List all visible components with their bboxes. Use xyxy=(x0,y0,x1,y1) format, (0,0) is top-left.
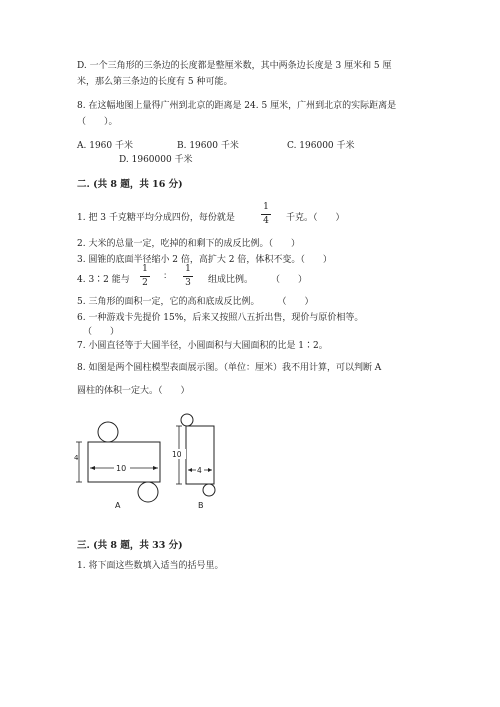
fraction-bar xyxy=(140,276,150,277)
s2-q4-tail: 组成比例。 （ ） xyxy=(208,275,308,285)
option-c: C. 196000 千米 xyxy=(287,141,355,151)
s2-q4-fraction-2 xyxy=(183,264,193,289)
cylinder-a-height-label: 4 xyxy=(74,454,79,462)
s2-q1-text: 1. 把 3 千克糖平均分成四份，每份就是 xyxy=(77,213,235,223)
s2-q1-fraction xyxy=(261,202,271,227)
option-d: D. 1960000 千米 xyxy=(119,155,193,165)
s2-q7: 7. 小圆直径等于大圆半径，小圆面积与大圆面积的比是 1∶2。 xyxy=(77,341,328,351)
cylinder-net-figure xyxy=(70,408,230,514)
fraction-bar xyxy=(261,214,271,215)
s2-q4-fraction-1 xyxy=(140,264,150,289)
fraction-denominator: 3 xyxy=(185,278,191,288)
cylinder-b-lateral-rect xyxy=(186,426,214,484)
cylinder-b-label: B xyxy=(198,501,204,510)
cylinder-b-bottom-circle xyxy=(203,484,215,496)
fraction-numerator: 1 xyxy=(185,264,191,274)
cylinder-b-height-label: 10 xyxy=(172,450,182,459)
question-8-line2: （ ）。 xyxy=(77,117,118,127)
question-d-line1: D. 一个三角形的三条边的长度都是整厘米数，其中两条边长度是 3 厘米和 5 厘 xyxy=(77,61,392,71)
s3-q1: 1. 将下面这些数填入适当的括号里。 xyxy=(77,561,224,571)
s2-q3: 3. 圆锥的底面半径缩小 2 倍，高扩大 2 倍，体积不变。（ ） xyxy=(77,255,332,265)
s2-q1-tail: 千克。（ ） xyxy=(286,213,345,223)
cylinder-b-top-circle xyxy=(181,414,193,426)
question-d-line2: 米，那么第三条边的长度有 5 种可能。 xyxy=(77,77,233,87)
cylinder-b-net xyxy=(172,414,215,510)
fraction-denominator: 4 xyxy=(263,216,269,226)
cylinder-a-bottom-circle xyxy=(138,482,158,502)
s2-q4-colon: ∶ xyxy=(164,272,167,282)
question-8-line1: 8. 在这幅地图上量得广州到北京的距离是 24. 5 厘米，广州到北京的实际距离是 xyxy=(77,101,397,111)
s2-q6-line2: （ ） xyxy=(83,327,120,337)
cylinder-a-width-label: 10 xyxy=(116,464,127,473)
section-2-title: 二. (共 8 题，共 16 分) xyxy=(77,179,183,190)
cylinder-b-width-label: 4 xyxy=(197,466,202,475)
option-b: B. 19600 千米 xyxy=(177,141,239,151)
fraction-numerator: 1 xyxy=(142,264,148,274)
s2-q6-line1: 6. 一种游戏卡先提价 15%，后来又按照八五折出售，现价与原价相等。 xyxy=(77,313,364,323)
cylinder-a-net xyxy=(74,422,160,510)
s2-q8-line2: 圆柱的体积一定大。（ ） xyxy=(77,386,190,396)
cylinder-a-label: A xyxy=(115,501,121,510)
s2-q5: 5. 三角形的面积一定，它的高和底成反比例。 （ ） xyxy=(77,297,314,307)
s2-q2: 2. 大米的总量一定，吃掉的和剩下的成反比例。（ ） xyxy=(77,239,300,249)
option-a: A. 1960 千米 xyxy=(77,141,133,151)
cylinder-a-lateral-rect xyxy=(88,442,160,482)
section-3-title: 三. (共 8 题，共 33 分) xyxy=(77,540,183,551)
cylinder-a-top-circle xyxy=(98,422,118,442)
fraction-numerator: 1 xyxy=(263,202,269,212)
fraction-denominator: 2 xyxy=(142,278,148,288)
fraction-bar xyxy=(183,276,193,277)
s2-q8-line1: 8. 如图是两个圆柱模型表面展示图。（单位：厘米）我不用计算，可以判断 A xyxy=(77,363,382,373)
s2-q4-text: 4. 3∶2 能与 xyxy=(77,275,130,285)
